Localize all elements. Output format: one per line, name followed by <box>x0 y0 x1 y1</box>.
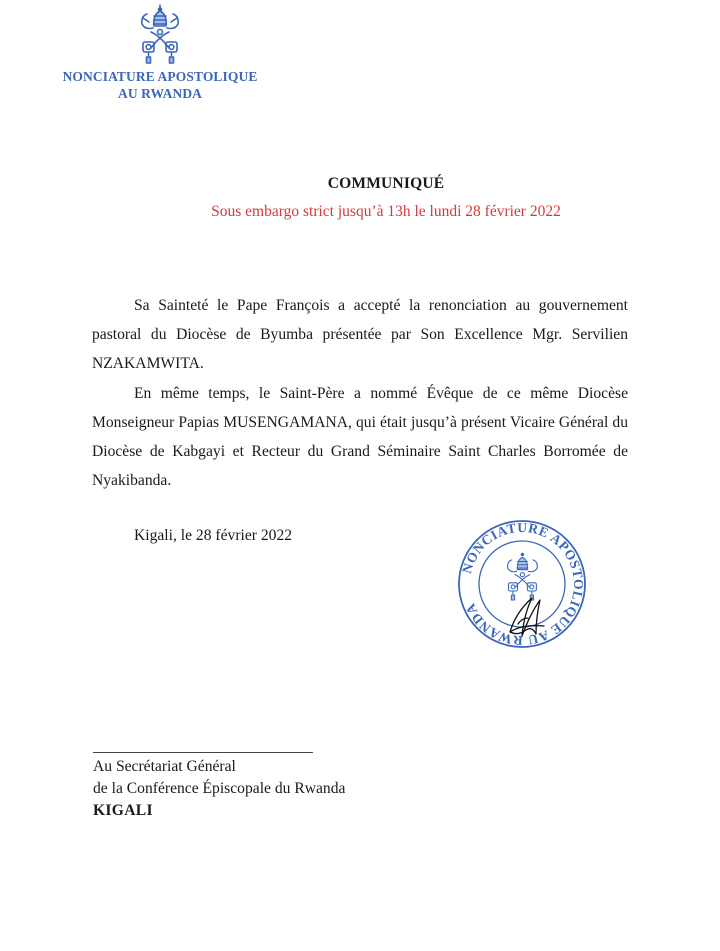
seal-coat-of-arms-icon <box>508 553 538 600</box>
seal-text: NONCIATURE APOSTOLIQUE AU RWANDA <box>459 519 587 649</box>
letterhead-line-2: AU RWANDA <box>117 86 203 101</box>
addressee-separator-line <box>93 752 313 753</box>
addressee-city: KIGALI <box>93 802 153 819</box>
embargo-notice: Sous embargo strict jusqu’à 13h le lundi 28 février 2022 <box>211 203 561 220</box>
paragraph-resignation: Sa Sainteté le Pape François a accepté la renonciation au gouvernement pastoral du Diocèse de Byumba présentée par Son Excellence Mgr. Servilien NZAKAMWITA. <box>92 297 628 373</box>
addressee-line-2: de la Conférence Épiscopale du Rwanda <box>93 780 346 797</box>
addressee-line-1: Au Secrétariat Général <box>93 758 236 775</box>
paragraph-appointment: En même temps, le Saint-Père a nommé Évêque de ce même Diocèse Monseigneur Papias MUSENGAMANA, qui était jusqu’à présent Vicaire Général du Diocèse de Kabgayi et Recteur du Grand Séminaire Saint Charles Borromée de Nyakibanda. <box>92 384 628 490</box>
nunciature-seal <box>452 514 592 654</box>
communique-body <box>92 291 628 495</box>
document-title: COMMUNIQUÉ <box>327 175 445 192</box>
letterhead <box>52 2 268 102</box>
letterhead-line-1: NONCIATURE APOSTOLIQUE <box>62 69 258 84</box>
addressee-block <box>93 756 345 822</box>
papal-coat-of-arms-icon <box>129 2 191 66</box>
place-date: Kigali, le 28 février 2022 <box>134 527 293 544</box>
